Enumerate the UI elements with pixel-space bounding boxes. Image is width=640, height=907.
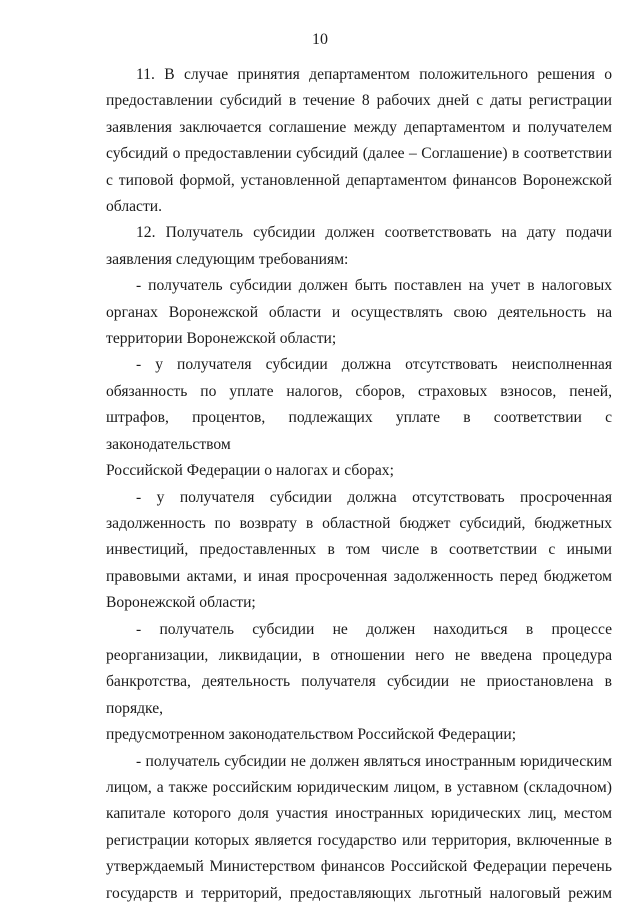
requirement-no-tax-debt-tail: Российской Федерации о налогах и сборах; (106, 462, 394, 480)
requirement-tax-registration-tail: территории Воронежской области; (106, 330, 337, 348)
requirement-no-tax-debt-text: - у получателя субсидии должна отсутствовать неисполненная обязанность по уплате налогов, сборов, страховых взносов, пеней, штрафов, процентов, подлежащих уплате в соответствии с законодательством (106, 356, 612, 453)
requirement-no-budget-debt-tail: Воронежской области; (106, 594, 256, 612)
paragraph-12-text: 12. Получатель субсидии должен соответствовать на дату подачи (136, 224, 612, 242)
requirement-no-reorganization-text: - получатель субсидии не должен находиться в процессе реорганизации, ликвидации, в отношении него не введена процедура банкротства, деятельность получателя субсидии не приостановлена в порядке, (106, 620, 612, 717)
document-body (106, 62, 612, 907)
requirement-no-reorganization-tail: предусмотренном законодательством Российской Федерации; (106, 726, 517, 744)
paragraph-11 (106, 62, 612, 220)
paragraph-12 (106, 220, 612, 273)
requirement-no-budget-debt-text: - у получателя субсидии должна отсутствовать просроченная задолженность по возврату в областной бюджет субсидий, бюджетных инвестиций, предоставленных в том числе в соответствии с иными правовыми актами, и иная просроченная задолженность перед бюджетом (106, 488, 612, 585)
requirement-tax-registration-text: - получатель субсидии должен быть поставлен на учет в налоговых органах Воронежской области и осуществлять свою деятельность на (106, 277, 612, 321)
paragraph-11-text: 11. В случае принятия департаментом положительного решения о предоставлении субсидий в течение 8 рабочих дней с даты регистрации заявления заключается соглашение между департаментом и получателем субсидий о предоставлении субсидий (далее – Соглашение) в соответствии с типовой формой, установленной департаментом финансов Воронежской (106, 66, 612, 189)
requirement-no-reorganization (106, 617, 612, 749)
requirement-no-tax-debt (106, 352, 612, 484)
paragraph-12-tail: заявления следующим требованиям: (106, 250, 349, 268)
requirement-tax-registration (106, 273, 612, 352)
paragraph-11-tail: области. (106, 198, 163, 216)
requirement-not-foreign-entity (106, 749, 612, 907)
requirement-not-foreign-entity-text: - получатель субсидии не должен являться иностранным юридическим лицом, а также российским юридическим лицом, в уставном (складочном) капитале которого доля участия иностранных юридических лиц, местом регистрации которых является государство или территория, включенные в утверждаемый Министерством финансов Российской Федерации перечень государств и территорий, предоставляющих льготный налоговый режим (106, 752, 612, 902)
requirement-no-budget-debt (106, 485, 612, 617)
page-number: 10 (312, 31, 328, 48)
